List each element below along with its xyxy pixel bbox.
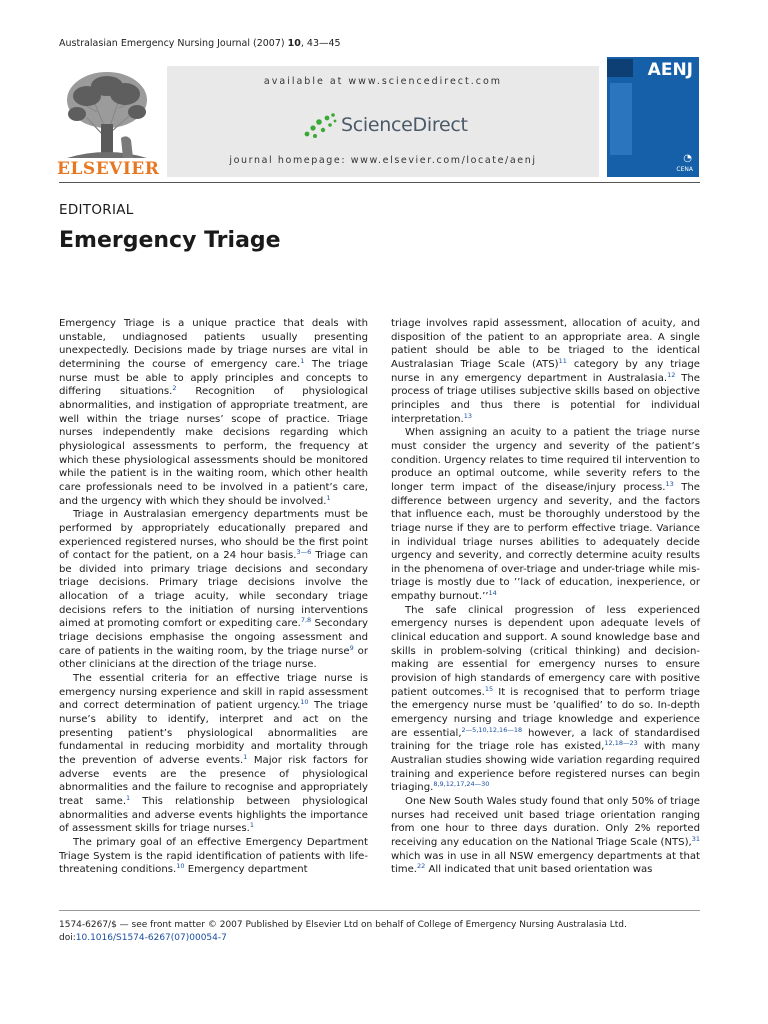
citation-ref[interactable]: 31 [691,834,700,843]
journal-citation [59,38,341,49]
paragraph: triage involves rapid assessment, allocation of acuity, and disposition of the patient to an appropriate area. A single patient should be able to be triaged to the identical Australasian Triage Scale (ATS)$^{11}$ category by any triage nurse in any emergency department in Australasia.$^{12}$ The process of triage utilises subjective skills based on objective principles and thus there is potential for individual interpretation.$^{13}$ [391,318,701,425]
citation-ref[interactable]: 7,8 [300,616,312,625]
citation-ref[interactable]: 3—6 [296,548,312,557]
citation-ref[interactable]: 1 [243,753,248,761]
citation-ref[interactable]: 2—5,10,12,16—18 [461,725,523,734]
cover-org-label: CENA [676,166,693,173]
header-divider [59,182,700,183]
citation-ref[interactable]: 10 [300,698,309,707]
cover-spine [610,83,632,155]
cena-emblem-icon: ◔ [683,153,692,164]
section-label: EDITORIAL [59,202,134,218]
citation-ref[interactable]: 15 [484,684,494,693]
paragraph: The safe clinical progression of less experienced emergency nurses is dependent upon adequate levels of clinical education and support. A sound knowledge base and skills in problem-solving (critical thinking) and decision-making are essential for emergency nurses to ensure provision of high standards of emergency care with positive patient outcomes.$^{15}$ It is recognised that to perform triage the emergency nurse must be ’qualified’ to do so. In-depth emergency nursing and triage knowledge and experience are essential,$^{2—5,10,12,16—18}$ however, a lack of standardised training for the triage role has existed,$^{12,18—23}$ with many Australian studies showing wide variation regarding required training and experience before registered nurses can begin triaging.$^{8,9,12,17,24—30}$ [391,604,701,794]
cover-bar [607,59,633,77]
citation-ref[interactable]: 2 [172,384,177,393]
sciencedirect-dots-icon [303,112,339,142]
citation-ref[interactable]: 11 [558,356,567,365]
footer-divider [59,910,700,911]
citation-ref[interactable]: 13 [665,479,674,488]
right-column [391,317,700,877]
citation-ref[interactable]: 12,18—23 [604,739,638,748]
citation-ref[interactable]: 8,9,12,17,24—30 [433,780,490,789]
paragraph: The primary goal of an effective Emergency Department Triage System is the rapid identification of patients with life-threatening conditions.$^{10}$ Emergency department [59,836,368,876]
paragraph: Triage in Australasian emergency departments must be performed by appropriately educationally prepared and experienced registered nurses, who should be the first point of contact for the patient, on a 24 hour basis.$^{3—6}$ Triage can be divided into primary triage decisions and secondary triage decisions. Primary triage decisions involve the allocation of a triage acuity, while secondary triage decisions refers to the initiation of nursing interventions aimed at promoting comfort or expediting care.$^{7,8}$ Secondary triage decisions emphasise the ongoing assessment and care of patients in the waiting room, by the triage nurse$^9$ or other clinicians at the direction of the triage nurse. [59,509,368,671]
journal-cover-thumbnail[interactable] [607,57,699,177]
paragraph: When assigning an acuity to a patient the triage nurse must consider the urgency and severity of the patient’s condition. Urgency relates to time required til intervention to produce an optimal outcome, while severity refers to the longer term impact of the disease/injury process.$^{13}$ The difference between urgency and severity, and the factors that influence each, must be thoroughly understood by the triage nurse if they are to perform effective triage. Variance in individual triage nurses abilities to adequately decide urgency and severity, and correctly determine acuity results in the phenomena of over-triage and under-triage while mis-triage is mostly due to ’’lack of education, inexperience, or empathy burnout.’’$^{14}$ [391,427,700,603]
citation-ref[interactable]: 14 [488,589,497,598]
paragraph: The essential criteria for an effective triage nurse is emergency nursing experience and skill in rapid assessment and correct determination of patient urgency.$^{10}$ The triage nurse’s ability to identify, interpret and act on the presenting patient’s physiological abnormalities are fundamental in reducing morbidity and mortality through the prevention of adverse events.$^1$ Major risk factors for adverse events are the presence of physiological abnormalities and the failure to recognise and appropriately treat same.$^1$ This relationship between physiological abnormalities and adverse events highlights the importance of assessment skills for triage nurses.$^1$ [59,673,368,835]
journal-pages: , 43—45 [300,38,341,49]
cover-title: AENJ [647,60,693,80]
paragraph: One New South Wales study found that only 50% of triage nurses had received unit based triage orientation ranging from one hour to three days duration. Only 2% reported receiving any education on the National Triage Scale (NTS),$^{31}$ which was in use in all NSW emergency departments at that time.$^{22}$ All indicated that unit based orientation was [391,795,700,876]
citation-ref[interactable]: 1 [326,493,331,502]
doi-prefix: doi: [59,933,76,943]
citation-ref[interactable]: 10 [176,862,185,871]
citation-ref[interactable]: 1 [249,821,254,830]
citation-ref[interactable]: 9 [349,643,354,652]
sciencedirect-logo [303,112,473,142]
available-at-link[interactable]: available at www.sciencedirect.com [263,76,503,87]
citation-ref[interactable]: 12 [667,370,676,379]
journal-homepage-link[interactable]: journal homepage: www.elsevier.com/locate/aenj [229,155,537,166]
article-title: Emergency Triage [59,228,281,253]
journal-volume: 10 [287,38,301,49]
issn-line: 1574-6267/$ — see front matter © 2007 Published by Elsevier Ltd on behalf of College of Emergency Nursing Australasia Ltd. [59,920,627,930]
elsevier-wordmark: ELSEVIER [57,159,160,179]
doi-line [59,932,627,945]
doi-link[interactable]: 10.1016/S1574-6267(07)00054-7 [75,933,227,943]
paragraph: Emergency Triage is a unique practice that deals with unstable, undiagnosed patients usually presenting unexpectedly. Decisions made by triage nurses are vital in determining the course of emergency care.$^1$ The triage nurse must be able to apply principles and concepts to differing situations.$^2$ Recognition of physiological abnormalities, and instigation of appropriate treatment, are well within the triage nurses’ scope of practice. Triage nurses independently make decisions regarding which physiological assessments to perform, the frequency at which these physiological assessments should be monitored while the patient is in the waiting room, which other health care professionals need to be involved in a patient’s care, and the urgency with which they should be involved.$^1$ [59,318,368,507]
left-column [59,317,368,877]
footer [59,919,627,945]
citation-ref[interactable]: 13 [463,411,473,420]
sciencedirect-banner [167,66,599,177]
citation-ref[interactable]: 1 [126,793,131,802]
citation-ref[interactable]: 22 [417,862,426,871]
citation-ref[interactable]: 1 [300,356,305,365]
sciencedirect-logo-text: ScienceDirect [341,114,468,136]
journal-name: Australasian Emergency Nursing Journal (2007) [59,38,285,49]
